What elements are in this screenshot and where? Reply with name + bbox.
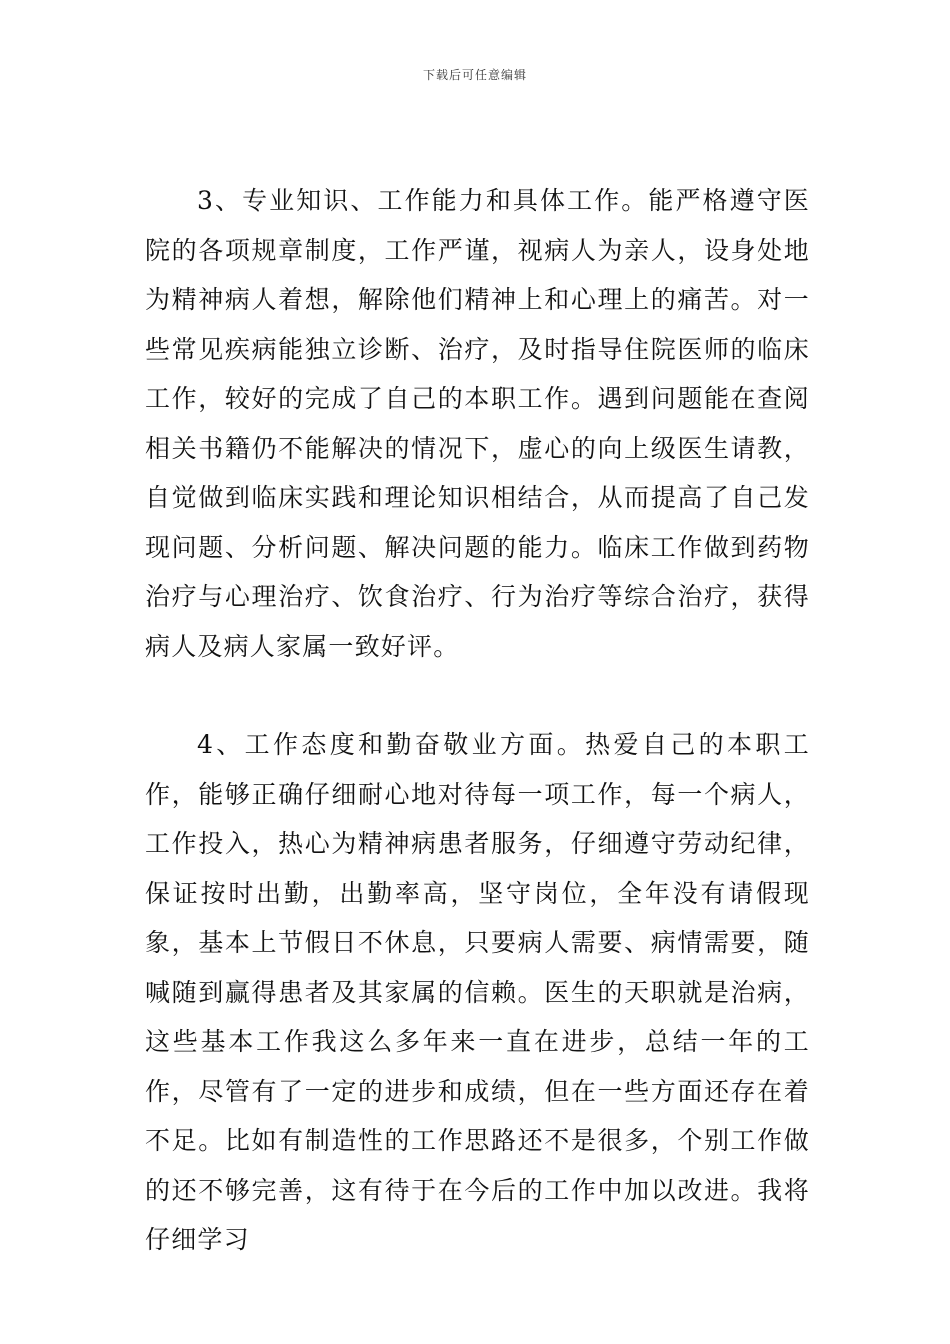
paragraph-3-professional-knowledge: 3、专业知识、工作能力和具体工作。能严格遵守医院的各项规章制度，工作严谨，视病人为亲人，设身处地为精神病人着想，解除他们精神上和心理上的痛苦。对一些常见疾病能独立诊断、治疗，及时指导住院医师的临床工作，较好的完成了自己的本职工作。遇到问题能在查阅相关书籍仍不能解决的情况下，虚心的向上级医生请教，自觉做到临床实践和理论知识相结合，从而提高了自己发现问题、分析问题、解决问题的能力。临床工作做到药物治疗与心理治疗、饮食治疗、行为治疗等综合治疗，获得病人及病人家属一致好评。 [145,186,810,661]
paragraph-4-work-attitude: 4、工作态度和勤奋敬业方面。热爱自己的本职工作，能够正确仔细耐心地对待每一项工作，每一个病人，工作投入，热心为精神病患者服务，仔细遵守劳动纪律，保证按时出勤，出勤率高，坚守岗位，全年没有请假现象，基本上节假日不休息，只要病人需要、病情需要，随喊随到赢得患者及其家属的信赖。医生的天职就是治病，这些基本工作我这么多年来一直在进步，总结一年的工作，尽管有了一定的进步和成绩，但在一些方面还存在着不足。比如有制造性的工作思路还不是很多，个别工作做的还不够完善，这有待于在今后的工作中加以改进。我将仔细学习 [145,730,810,1254]
document-body [145,176,810,1265]
header-note: 下载后可任意编辑 [422,68,527,82]
